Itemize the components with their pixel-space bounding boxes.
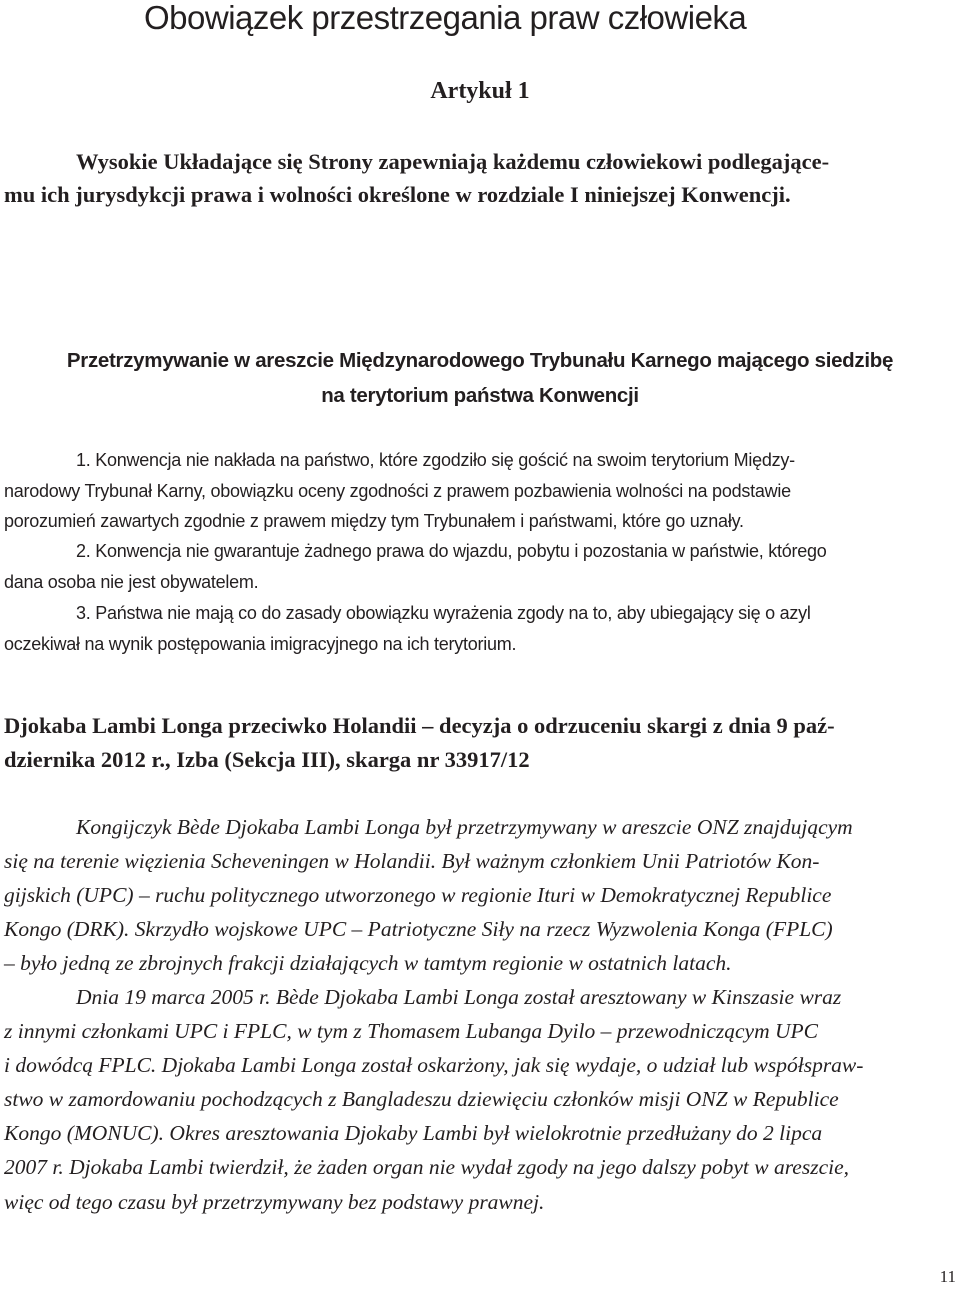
page-number: 11 [939,1267,956,1286]
point-line: oczekiwał na wynik postępowania imigracyjnego na ich terytorium. [4,633,517,654]
section-heading-line: na terytorium państwa Konwencji [321,384,639,407]
article-heading: Artykuł 1 [430,78,530,104]
point-line: 3. Państwa nie mają co do zasady obowiązku wyrażenia zgody na to, aby ubiegający się o azyl [76,603,811,623]
case-paragraph-line: stwo w zamordowaniu pochodzących z Bangladeszu dziewięciu członków misji ONZ w Republice [4,1087,839,1112]
article-text-line: Wysokie Układające się Strony zapewniają każdemu człowiekowi podlegające- [76,149,830,174]
case-paragraph-line: z innymi członkami UPC i FPLC, w tym z Thomasem Lubanga Dyilo – przewodniczącym UPC [4,1019,818,1044]
point-line: dana osoba nie jest obywatelem. [4,571,259,592]
article-text [4,145,956,211]
point-line: 2. Konwencja nie gwarantuje żadnego prawa do wjazdu, pobytu i pozostania w państwie, którego [76,541,827,561]
article-text-line: mu ich jurysdykcji prawa i wolności określone w rozdziale I niniejszej Konwencji. [4,182,791,207]
point-line: 1. Konwencja nie nakłada na państwo, które zgodziło się gościć na swoim terytorium Między- [76,450,795,470]
point-line: porozumień zawartych zgodnie z prawem między tym Trybunałem i państwami, które go uznały. [4,511,744,531]
case-paragraph-line: Kongo (DRK). Skrzydło wojskowe UPC – Patriotyczne Siły na rzecz Wyzwolenia Konga (FPLC) [4,917,833,942]
case-paragraph-line: Kongijczyk Bède Djokaba Lambi Longa był przetrzymywany w areszcie ONZ znajdującym [76,815,853,839]
section-heading [0,343,960,413]
case-paragraph-line: Kongo (MONUC). Okres aresztowania Djokaby Lambi był wielokrotnie przedłużany do 2 lipca [4,1121,823,1146]
case-paragraph-line: więc od tego czasu był przetrzymywany bez podstawy prawnej. [4,1189,545,1214]
case-paragraph-1 [4,810,956,980]
case-paragraph-2 [4,980,956,1219]
point-2 [4,536,956,597]
case-paragraph-line: Dnia 19 marca 2005 r. Bède Djokaba Lambi Longa został aresztowany w Kinszasie wraz [76,985,842,1009]
point-3 [4,598,956,659]
case-paragraph-line: gijskich (UPC) – ruchu politycznego utworzonego w regionie Ituri w Demokratycznej Republice [4,883,832,908]
case-paragraph-line: i dowódcą FPLC. Djokaba Lambi Longa został oskarżony, jak się wydaje, o udział lub współspraw- [4,1053,864,1078]
case-paragraph-line: 2007 r. Djokaba Lambi twierdził, że żaden organ nie wydał zgody na jego dalszy pobyt w areszcie, [4,1155,850,1180]
case-heading-line: dziernika 2012 r., Izba (Sekcja III), skarga nr 33917/12 [4,747,530,772]
page-title: Obowiązek przestrzegania praw człowieka [144,0,747,36]
case-paragraph-line: się na terenie więzienia Scheveningen w Holandii. Był ważnym członkiem Unii Patriotów Kon- [4,849,820,874]
section-heading-line: Przetrzymywanie w areszcie Międzynarodowego Trybunału Karnego mającego siedzibę [66,349,894,372]
point-1 [4,445,956,537]
point-line: narodowy Trybunał Karny, obowiązku oceny zgodności z prawem pozbawienia wolności na podstawie [4,480,791,501]
case-heading-line: Djokaba Lambi Longa przeciwko Holandii – decyzja o odrzuceniu skargi z dnia 9 paź- [4,713,835,738]
case-heading [4,709,956,777]
case-paragraph-line: – było jedną ze zbrojnych frakcji działających w tamtym regionie w ostatnich latach. [4,951,732,976]
